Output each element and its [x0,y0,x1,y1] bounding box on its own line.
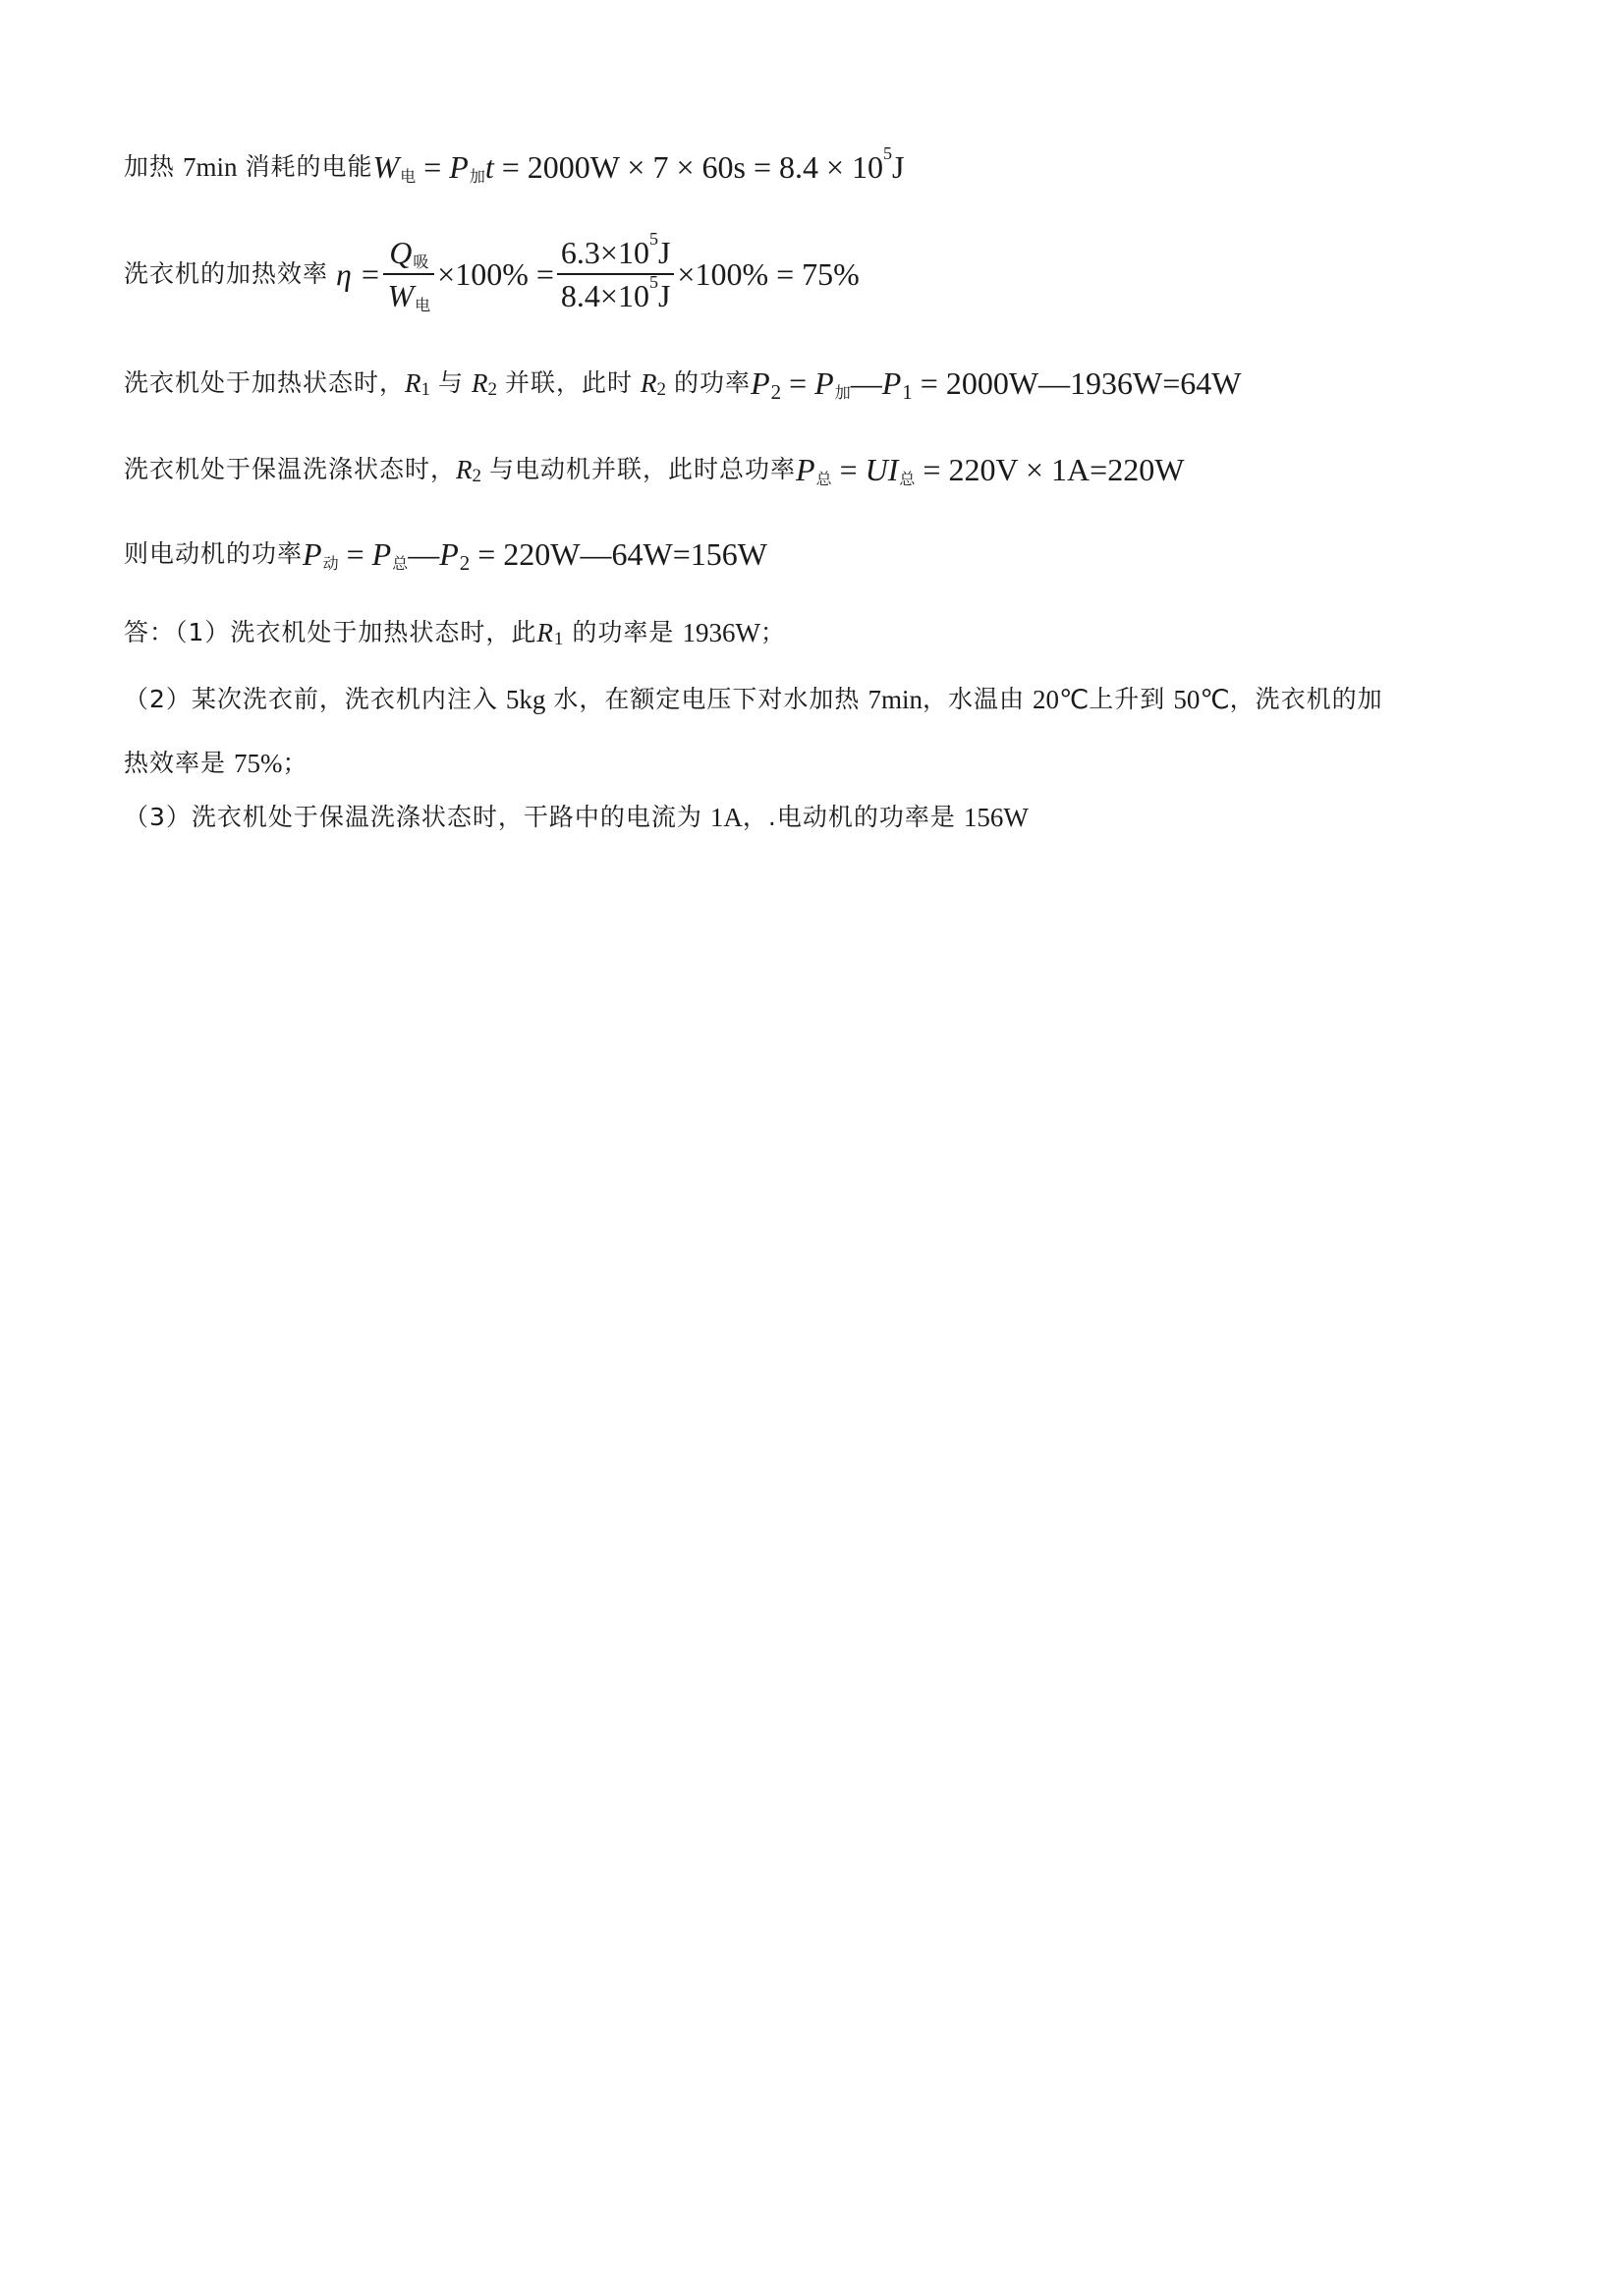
formula-line-energy [124,143,905,187]
answer-line-1 [124,613,786,652]
subscript: 2 [656,379,667,400]
symbol-R: R [536,618,554,647]
formula-line-total-power [124,450,1184,489]
exponent: 5 [648,272,658,292]
text: 加热 [124,152,176,181]
value: 1A [709,803,743,832]
denominator: 8.4×10 [560,278,649,313]
expression: = 220W—64W=156W [477,536,767,572]
text: （2）某次洗衣前，洗衣机内注入 [124,685,498,713]
exponent: 5 [648,229,658,249]
equals: = [789,365,808,401]
subscript: 总 [815,470,832,488]
equals: = [423,149,442,185]
subscript: 1 [420,379,431,400]
text: 7min [183,152,238,182]
value: 5kg [505,685,546,714]
expression: ×100% = [437,256,554,292]
subscript: 1 [902,380,913,404]
text: ； [282,749,308,777]
symbol-R: R [641,368,657,398]
symbol-P: P [796,452,815,487]
expression: = 2000W—1936W=64W [920,365,1242,401]
subscript: 2 [459,551,471,575]
symbol-P: P [751,365,770,401]
fraction-q-over-w [383,232,434,316]
formula-line-motor-power [124,534,767,574]
symbol-Q: Q [389,235,413,270]
symbol-P: P [881,365,902,401]
text: 的功率 [674,368,752,397]
symbol-R: R [456,455,473,484]
subscript: 加 [834,383,851,402]
value: 156W [963,803,1029,832]
symbol-W: W [387,278,415,313]
value: 20℃ [1032,685,1090,714]
subscript: 吸 [413,252,429,271]
unit: J [657,235,671,270]
formula-line-efficiency [124,229,860,316]
equals: = [839,452,858,487]
symbol-P: P [371,536,392,572]
subscript: 1 [553,629,565,649]
formula-line-r2-power [124,364,1241,403]
fraction-values [557,229,675,316]
symbol-t: t [484,149,494,185]
subscript: 动 [322,554,339,573]
subscript: 电 [400,167,417,186]
expression: ×100% = 75% [677,256,860,292]
subscript: 2 [770,380,782,404]
answer-line-2 [124,680,1383,719]
symbol-P: P [439,536,459,572]
symbol-R: R [472,368,488,398]
symbol-W: W [372,149,400,185]
exponent: 5 [883,143,893,163]
text: 并联，此时 [505,368,634,397]
subscript: 总 [899,470,916,488]
text: 消耗的电能 [245,152,373,181]
symbol-P: P [449,149,469,185]
subscript: 2 [487,379,498,400]
symbol-eta: η = [336,256,381,292]
symbol-P: P [303,536,322,572]
text: 答：（1）洗衣机处于加热状态时，此 [124,618,537,646]
expression: = 2000W × 7 × 60s = 8.4 × 10 [501,149,884,185]
text: 水，在额定电压下对水加热 [553,685,861,713]
expression: = 220V × 1A=220W [923,452,1185,487]
minus: — [408,536,440,572]
text: 与 [438,368,465,397]
subscript: 总 [392,554,409,573]
subscript: 加 [469,167,485,186]
numerator: 6.3×10 [560,235,649,270]
text: 则电动机的功率 [124,539,304,568]
symbol-P: P [814,365,834,401]
text: ，水温由 [922,685,1025,713]
text: 上升到 [1089,685,1166,713]
unit: J [892,149,905,185]
text: ，.电动机的功率是 [742,803,956,831]
value: 50℃ [1173,685,1230,714]
text: ，洗衣机的加 [1229,685,1383,713]
text: 洗衣机的加热效率 [124,259,329,288]
text: （3）洗衣机处于保温洗涤状态时，干路中的电流为 [124,803,702,831]
text: 热效率是 [124,749,227,777]
text: ； [759,618,786,646]
equals: = [346,536,364,572]
text: 的功率是 [572,618,675,646]
symbol-UI: UI [865,452,899,487]
text: 洗衣机处于加热状态时， [124,368,406,397]
value: 75% [234,749,283,778]
value: 1936W [682,618,760,647]
value: 7min [867,685,923,714]
minus: — [850,365,882,401]
text: 洗衣机处于保温洗涤状态时， [124,455,457,483]
symbol-R: R [405,368,421,398]
subscript: 2 [472,466,482,486]
text: 与电动机并联，此时总功率 [489,455,797,483]
subscript: 电 [415,296,431,314]
answer-line-3 [124,744,308,783]
answer-line-4 [124,798,1029,837]
unit: J [657,278,671,313]
